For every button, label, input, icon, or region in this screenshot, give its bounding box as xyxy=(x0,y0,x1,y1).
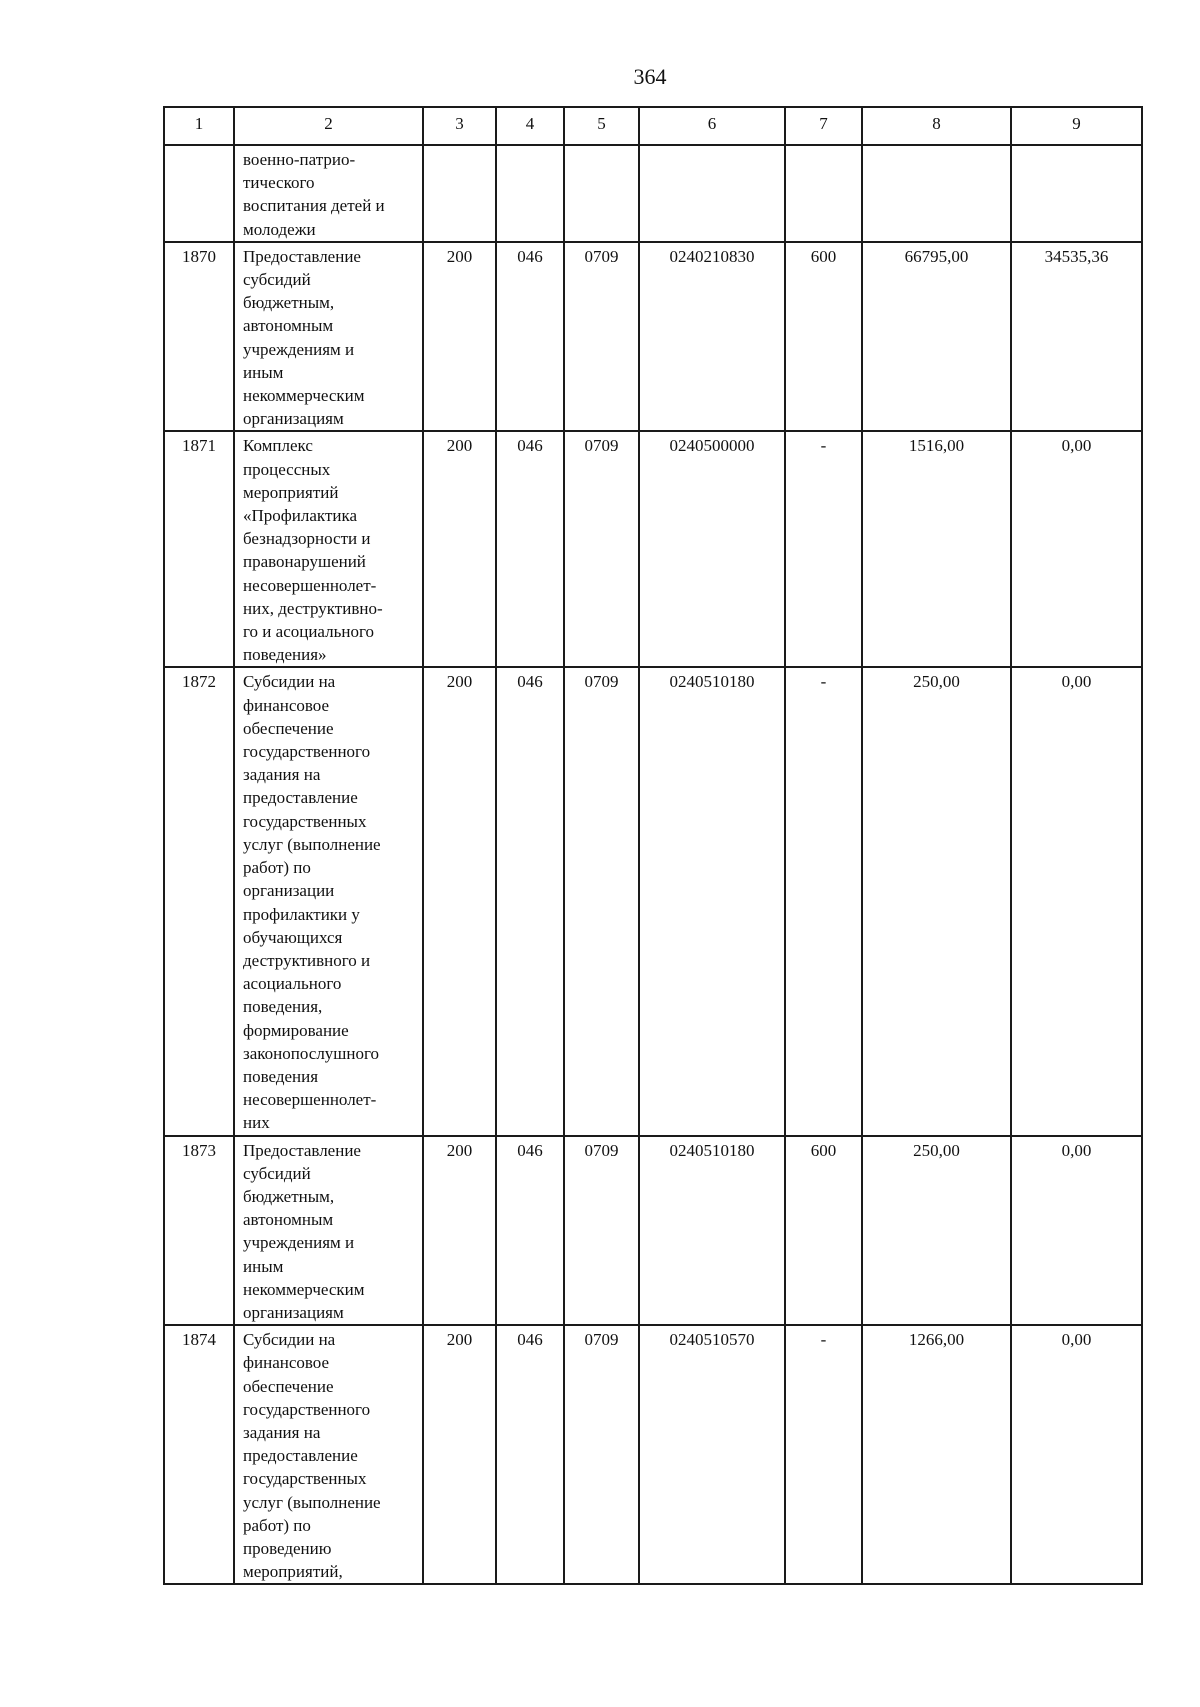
table-row xyxy=(164,1325,1142,1584)
code-col-3: 200 xyxy=(423,667,496,1135)
row-name xyxy=(234,145,423,242)
code-col-3 xyxy=(423,145,496,242)
table-body xyxy=(164,145,1142,1584)
row-name-line: проведению xyxy=(243,1538,332,1558)
row-name-line: учреждениям и xyxy=(243,339,355,359)
expense-type-col-7: - xyxy=(785,1325,862,1584)
row-name-line: задания на xyxy=(243,1422,321,1442)
expense-type-col-7: 600 xyxy=(785,1136,862,1326)
header-col-3: 3 xyxy=(423,107,496,145)
row-name-line: субсидий xyxy=(243,1163,311,1183)
amount-col-9: 0,00 xyxy=(1011,667,1142,1135)
row-name-line: государственных xyxy=(243,1469,367,1489)
row-name-line: автономным xyxy=(243,316,334,336)
row-name-line: Субсидии на xyxy=(243,672,336,692)
row-name xyxy=(234,1325,423,1584)
row-name-line: организации xyxy=(243,881,335,901)
row-name-line: безнадзорности и xyxy=(243,529,371,549)
row-name-line: асоциального xyxy=(243,974,342,994)
amount-col-9: 0,00 xyxy=(1011,1136,1142,1326)
row-name-line: несовершеннолет- xyxy=(243,575,377,595)
header-col-2: 2 xyxy=(234,107,423,145)
row-name-line: предоставление xyxy=(243,788,358,808)
row-name-line: услуг (выполнение xyxy=(243,1492,381,1512)
row-name-line: го и асоциального xyxy=(243,622,375,642)
code-col-4: 046 xyxy=(496,667,564,1135)
header-col-8: 8 xyxy=(862,107,1011,145)
row-name-line: обучающихся xyxy=(243,927,343,947)
row-name-line: субсидий xyxy=(243,270,311,290)
row-name-line: организациям xyxy=(243,1302,344,1322)
code-col-3: 200 xyxy=(423,431,496,667)
row-number: 1874 xyxy=(164,1325,234,1584)
table-row xyxy=(164,145,1142,242)
amount-col-8 xyxy=(862,145,1011,242)
row-name-line: законопослушного xyxy=(243,1043,380,1063)
amount-col-9 xyxy=(1011,145,1142,242)
row-name-line: работ) по xyxy=(243,1515,311,1535)
row-name xyxy=(234,431,423,667)
row-name-line: мероприятий xyxy=(243,482,339,502)
table-row xyxy=(164,431,1142,667)
row-name-line: молодежи xyxy=(243,219,316,239)
section-col-5: 0709 xyxy=(564,431,639,667)
expense-type-col-7 xyxy=(785,145,862,242)
row-name-line: бюджетным, xyxy=(243,293,335,313)
row-name-line: правонарушений xyxy=(243,552,366,572)
expense-type-col-7: 600 xyxy=(785,242,862,432)
row-name-line: военно-патрио- xyxy=(243,150,356,169)
header-col-4: 4 xyxy=(496,107,564,145)
header-col-1: 1 xyxy=(164,107,234,145)
row-number: 1871 xyxy=(164,431,234,667)
row-name-line: поведения xyxy=(243,1066,319,1086)
row-name-line: деструктивного и xyxy=(243,950,371,970)
code-col-4: 046 xyxy=(496,1325,564,1584)
section-col-5: 0709 xyxy=(564,1136,639,1326)
table-row xyxy=(164,1136,1142,1326)
code-col-4: 046 xyxy=(496,1136,564,1326)
code-col-4: 046 xyxy=(496,242,564,432)
row-number xyxy=(164,145,234,242)
row-number: 1872 xyxy=(164,667,234,1135)
row-name-line: финансовое xyxy=(243,695,330,715)
amount-col-9: 0,00 xyxy=(1011,1325,1142,1584)
row-name-line: воспитания детей и xyxy=(243,196,385,216)
row-name-line: обеспечение xyxy=(243,1376,334,1396)
row-name-line: иным xyxy=(243,362,284,382)
header-col-5: 5 xyxy=(564,107,639,145)
row-name-line: формирование xyxy=(243,1020,349,1040)
expense-type-col-7: - xyxy=(785,667,862,1135)
target-article-col-6: 0240500000 xyxy=(639,431,785,667)
row-name-line: «Профилактика xyxy=(243,506,358,526)
row-name xyxy=(234,667,423,1135)
row-name-line: Предоставление xyxy=(243,1140,361,1160)
row-name-line: услуг (выполнение xyxy=(243,834,381,854)
amount-col-8: 66795,00 xyxy=(862,242,1011,432)
row-name-line: поведения, xyxy=(243,997,323,1017)
target-article-col-6: 0240510570 xyxy=(639,1325,785,1584)
table-row xyxy=(164,242,1142,432)
code-col-3: 200 xyxy=(423,1136,496,1326)
row-name xyxy=(234,242,423,432)
header-col-9: 9 xyxy=(1011,107,1142,145)
target-article-col-6 xyxy=(639,145,785,242)
row-name-line: иным xyxy=(243,1256,284,1276)
row-name-line: финансовое xyxy=(243,1353,330,1373)
target-article-col-6: 0240510180 xyxy=(639,667,785,1135)
row-name-line: автономным xyxy=(243,1210,334,1230)
row-name-line: них xyxy=(243,1113,270,1133)
table-header xyxy=(164,107,1142,145)
row-number: 1870 xyxy=(164,242,234,432)
header-col-7: 7 xyxy=(785,107,862,145)
section-col-5 xyxy=(564,145,639,242)
amount-col-8: 250,00 xyxy=(862,667,1011,1135)
row-name-line: государственного xyxy=(243,1399,371,1419)
section-col-5: 0709 xyxy=(564,242,639,432)
row-name-line: несовершеннолет- xyxy=(243,1090,377,1110)
amount-col-8: 1516,00 xyxy=(862,431,1011,667)
row-name-line: Субсидии на xyxy=(243,1330,336,1350)
row-name xyxy=(234,1136,423,1326)
amount-col-9: 34535,36 xyxy=(1011,242,1142,432)
target-article-col-6: 0240210830 xyxy=(639,242,785,432)
row-name-line: профилактики у xyxy=(243,904,360,924)
header-col-6: 6 xyxy=(639,107,785,145)
amount-col-9: 0,00 xyxy=(1011,431,1142,667)
row-name-line: них, деструктивно- xyxy=(243,598,383,618)
expense-type-col-7: - xyxy=(785,431,862,667)
row-name-line: Комплекс xyxy=(243,436,313,456)
amount-col-8: 1266,00 xyxy=(862,1325,1011,1584)
target-article-col-6: 0240510180 xyxy=(639,1136,785,1326)
table-row xyxy=(164,667,1142,1135)
code-col-3: 200 xyxy=(423,1325,496,1584)
row-name-line: предоставление xyxy=(243,1446,358,1466)
section-col-5: 0709 xyxy=(564,667,639,1135)
code-col-4 xyxy=(496,145,564,242)
header-row xyxy=(164,107,1142,145)
budget-table xyxy=(163,106,1143,1585)
row-number: 1873 xyxy=(164,1136,234,1326)
row-name-line: работ) по xyxy=(243,858,311,878)
row-name-line: тического xyxy=(243,173,315,193)
row-name-line: учреждениям и xyxy=(243,1233,355,1253)
row-name-line: Предоставление xyxy=(243,246,361,266)
row-name-line: организациям xyxy=(243,409,344,429)
row-name-line: задания на xyxy=(243,765,321,785)
amount-col-8: 250,00 xyxy=(862,1136,1011,1326)
row-name-line: государственных xyxy=(243,811,367,831)
row-name-line: мероприятий, xyxy=(243,1562,343,1582)
code-col-4: 046 xyxy=(496,431,564,667)
page-number: 364 xyxy=(633,64,667,89)
row-name-line: некоммерческим xyxy=(243,386,365,406)
row-name-line: некоммерческим xyxy=(243,1279,365,1299)
row-name-line: бюджетным, xyxy=(243,1186,335,1206)
row-name-line: государственного xyxy=(243,742,371,762)
row-name-line: процессных xyxy=(243,459,331,479)
section-col-5: 0709 xyxy=(564,1325,639,1584)
row-name-line: обеспечение xyxy=(243,718,334,738)
code-col-3: 200 xyxy=(423,242,496,432)
row-name-line: поведения» xyxy=(243,645,327,665)
